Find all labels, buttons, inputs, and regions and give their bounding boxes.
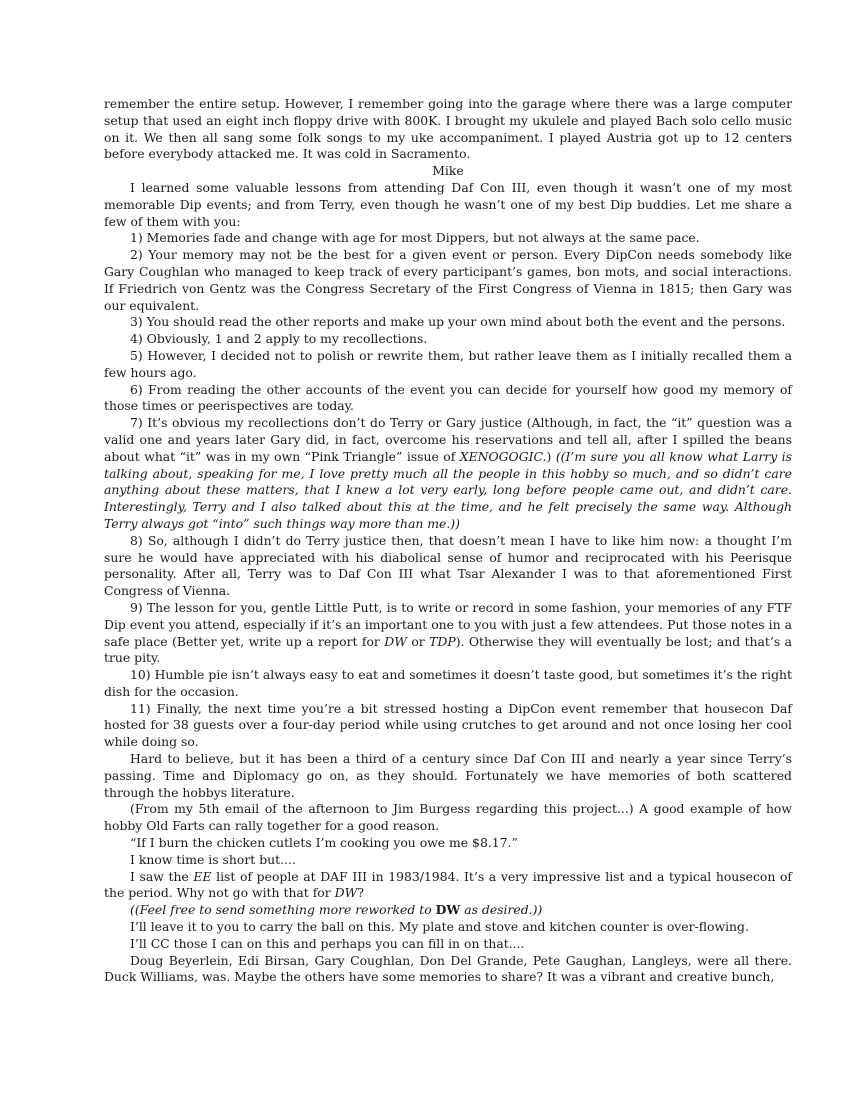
italic-text: DW	[384, 633, 407, 649]
text-run: “If I burn the chicken cutlets I’m cooking you owe me $8.17.”	[130, 835, 518, 851]
text-run: 2) Your memory may not be the best for a given event or person. Every DipCon needs somebody like Gary Coughlan who managed to keep track of every participant’s games, bon mots, and social interactions. If Friedrich von Gentz was the Congress Secretary of the First Congress of Vienna in 1815; then Gary was our equivalent.	[104, 247, 792, 313]
article-body	[104, 96, 792, 986]
text-run: Mike	[432, 163, 464, 179]
italic-text: ((I’m sure you all know what Larry is talking about, speaking for me, I love pretty much all the people in this hobby so much, and so didn’t care anything about these matters, that I knew a lot very early, long before people came out, and didn’t care. Interestingly, Terry and I also talked about this at the time, and he felt precisely the same way. Although Terry always got “into” such things way more than me.))	[104, 448, 792, 531]
paragraph	[104, 919, 792, 936]
text-run: 5) However, I decided not to polish or rewrite them, but rather leave them as I initially recalled them a few hours ago.	[104, 347, 792, 380]
paragraph	[104, 667, 792, 701]
paragraph	[104, 96, 792, 163]
text-run: 3) You should read the other reports and make up your own mind about both the event and the persons.	[130, 314, 786, 330]
paragraph	[104, 835, 792, 852]
text-run: 1) Memories fade and change with age for most Dippers, but not always at the same pace.	[130, 230, 700, 246]
paragraph	[104, 382, 792, 416]
text-run: 11) Finally, the next time you’re a bit stressed hosting a DipCon event remember that housecon Daf hosted for 38 guests over a four-day period while using crutches to get around and not once losing her cool while doing so.	[104, 700, 792, 750]
italic-text: XENOGOGIC.	[459, 448, 547, 464]
bold-text: DW	[435, 902, 461, 918]
italic-text: EE	[193, 868, 212, 884]
text-run: Hard to believe, but it has been a third of a century since Daf Con III and nearly a year since Terry’s passing. Time and Diplomacy go on, as they should. Fortunately we have memories of both scattered through the hobbys literature.	[104, 751, 792, 800]
text-run: 8) So, although I didn’t do Terry justice then, that doesn’t mean I have to like him now: a thought I’m sure he would have appreciated with his diabolical sense of humor and reciprocated with his Peerisque personality. After all, Terry was to Daf Con III what Tsar Alexander I was to that aforementioned First Congress of Vienna.	[104, 532, 792, 599]
paragraph	[104, 902, 792, 919]
paragraph	[104, 852, 792, 869]
italic-text: as desired.))	[460, 902, 543, 918]
text-run: Doug Beyerlein, Edi Birsan, Gary Coughlan, Don Del Grande, Pete Gaughan, Langleys, were all there. Duck Williams, was. Maybe the others have some memories to share? It was a vibrant and creative bunch,	[104, 952, 792, 985]
italic-text: TDP	[429, 633, 456, 649]
italic-text: DW	[334, 885, 358, 901]
text-run: ?	[357, 885, 364, 901]
text-run: 6) From reading the other accounts of the event you can decide for yourself how good my memory of those times or peerispectives are today.	[104, 381, 792, 414]
paragraph	[104, 331, 792, 348]
text-run: remember the entire setup. However, I remember going into the garage where there was a large computer setup that used an eight inch floppy drive with 800K. I brought my ukulele and played Bach solo cello music on it. We then all sang some folk songs to my uke accompaniment. I played Austria got up to 12 centers before everybody attacked me. It was cold in Sacramento.	[104, 96, 792, 162]
signature-line	[104, 163, 792, 180]
paragraph	[104, 869, 792, 903]
text-run: 4) Obviously, 1 and 2 apply to my recollections.	[130, 331, 428, 347]
paragraph	[104, 936, 792, 953]
paragraph	[104, 247, 792, 314]
text-run: I’ll CC those I can on this and perhaps you can fill in on that....	[130, 935, 525, 951]
paragraph	[104, 415, 792, 533]
paragraph	[104, 230, 792, 247]
text-run: I learned some valuable lessons from attending Daf Con III, even though it wasn’t one of my most memorable Dip events; and from Terry, even though he wasn’t one of my best Dip buddies. Let me share a few of them with you:	[104, 179, 792, 229]
paragraph	[104, 348, 792, 382]
text-run: list of people at DAF III in 1983/1984. It’s a very impressive list and a typical housecon of the period. Why not go with that for	[104, 868, 792, 901]
paragraph	[104, 600, 792, 667]
text-run: )	[546, 448, 556, 464]
italic-text: ((Feel free to send something more reworked to	[130, 902, 436, 918]
text-run: 7) It’s obvious my recollections don’t do Terry or Gary justice (Although, in fact, the “it” question was a valid one and years later Gary did, in fact, overcome his reservations and tell all, after I spilled the beans about what “it” was in my own “Pink Triangle” issue of	[104, 415, 792, 464]
text-run: 9) The lesson for you, gentle Little Putt, is to write or record in some fashion, your memories of any FTF Dip event you attend, especially if it’s an important one to you with just a few attendees. Put those notes in a safe place (Better yet, write up a report for	[104, 599, 792, 649]
text-run: 10) Humble pie isn’t always easy to eat and sometimes it doesn’t taste good, but sometimes it’s the right dish for the occasion.	[104, 667, 792, 699]
text-run: I saw the	[130, 868, 194, 884]
text-run: or	[406, 633, 430, 649]
text-run: I know time is short but....	[130, 851, 296, 867]
text-run: ). Otherwise they will eventually be lost; and that’s a true pity.	[104, 633, 792, 666]
paragraph	[104, 533, 792, 600]
text-run: I’ll leave it to you to carry the ball on this. My plate and stove and kitchen counter is over-flowing.	[130, 919, 749, 935]
paragraph	[104, 314, 792, 331]
paragraph	[104, 180, 792, 230]
paragraph	[104, 953, 792, 987]
text-run: (From my 5th email of the afternoon to Jim Burgess regarding this project...) A good example of how hobby Old Farts can rally together for a good reason.	[104, 801, 792, 834]
paragraph	[104, 801, 792, 835]
paragraph	[104, 701, 792, 751]
paragraph	[104, 751, 792, 801]
